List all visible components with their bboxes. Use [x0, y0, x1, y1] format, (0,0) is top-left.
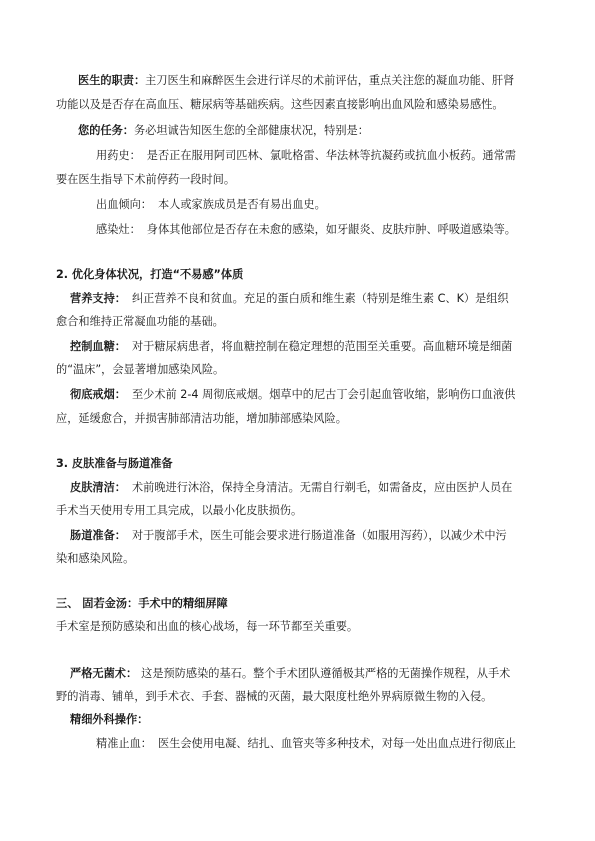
quit-smoking-text-1: 至少术前 2-4 周彻底戒烟。烟草中的尼古丁会引起血管收缩，影响伤口血液供 [131, 388, 516, 401]
asepsis-text-2: 野的消毒、铺单，到手术衣、手套、器械的灭菌，最大限度杜绝外界病原微生物的入侵。 [56, 690, 493, 703]
bowel-prep-text-1: 对于腹部手术，医生可能会要求进行肠道准备（如服用泻药），以减少术中污 [131, 529, 507, 542]
your-task-label: 您的任务： [78, 124, 134, 137]
asepsis-line-2 [56, 688, 542, 705]
section-three-intro: 手术室是预防感染和出血的核心战场，每一环节都至关重要。 [56, 620, 359, 633]
fine-surgery-label: 精细外科操作： [70, 713, 149, 726]
blood-sugar-text-1: 对于糖尿病患者，将血糖控制在稳定理想的范围至关重要。高血糖环境是细菌 [131, 340, 513, 353]
skin-cleaning-line-1 [56, 479, 542, 496]
medication-line-1 [56, 147, 542, 164]
quit-smoking-label: 彻底戒烟： [70, 388, 126, 401]
nutrition-label: 营养支持： [70, 292, 126, 305]
doctor-duty-text-1: 主刀医生和麻醉医生会进行详尽的术前评估，重点关注您的凝血功能、肝肾 [145, 74, 515, 87]
infection-focus-line [56, 221, 542, 238]
skin-cleaning-label: 皮肤清洁： [70, 481, 126, 494]
section-3-heading: 3. 皮肤准备与肠道准备 [56, 457, 173, 470]
bleeding-text: 本人或家族成员是否有易出血史。 [157, 198, 326, 211]
bleeding-label: 出血倾向： [96, 198, 152, 211]
skin-cleaning-text-1: 术前晚进行沐浴，保持全身清洁。无需自行剃毛，如需备皮，应由医护人员在 [131, 481, 513, 494]
asepsis-line-1 [56, 665, 542, 682]
blood-sugar-line-1 [56, 338, 542, 355]
doctor-duty-line-1 [56, 72, 542, 89]
medication-text-2: 要在医生指导下术前停药一段时间。 [56, 173, 236, 186]
quit-smoking-text-2: 应，延缓愈合，并损害肺部清洁功能，增加肺部感染风险。 [56, 412, 347, 425]
hemostasis-text: 医生会使用电凝、结扎、血管夹等多种技术，对每一处出血点进行彻底止 [157, 737, 516, 750]
section-three-heading: 三、 固若金汤：手术中的精细屏障 [56, 597, 228, 610]
your-task-text: 务必坦诚告知医生您的全部健康状况，特别是： [133, 124, 369, 137]
nutrition-text-1: 纠正营养不良和贫血。充足的蛋白质和维生素（特别是维生素 C、K）是组织 [131, 292, 509, 305]
hemostasis-label: 精准止血： [96, 737, 152, 750]
medication-line-2 [56, 171, 542, 188]
hemostasis-line [56, 735, 542, 752]
doctor-duty-label: 医生的职责： [78, 74, 146, 87]
nutrition-line-2 [56, 313, 542, 330]
blood-sugar-label: 控制血糖： [70, 340, 126, 353]
doctor-duty-text-2: 功能以及是否存在高血压、糖尿病等基础疾病。这些因素直接影响出血风险和感染易感性。 [56, 98, 504, 111]
bowel-prep-line-1 [56, 527, 542, 544]
bowel-prep-label: 肠道准备： [70, 529, 126, 542]
quit-smoking-line-1 [56, 386, 542, 403]
asepsis-label: 严格无菌术： [70, 667, 138, 680]
bowel-prep-line-2 [56, 550, 542, 567]
nutrition-text-2: 愈合和维持正常凝血功能的基础。 [56, 315, 224, 328]
your-task-line [56, 122, 542, 139]
blood-sugar-line-2 [56, 361, 542, 378]
skin-cleaning-line-2 [56, 502, 542, 519]
medication-label: 用药史： [96, 149, 141, 162]
infection-focus-text: 身体其他部位是否存在未愈的感染，如牙龈炎、皮肤疖肿、呼吸道感染等。 [146, 223, 516, 236]
asepsis-text-1: 这是预防感染的基石。整个手术团队遵循极其严格的无菌操作规程，从手术 [141, 667, 511, 680]
blood-sugar-text-2: 的“温床”，会显著增加感染风险。 [56, 363, 225, 376]
bowel-prep-text-2: 染和感染风险。 [56, 552, 135, 565]
section-2-heading: 2. 优化身体状况，打造“不易感”体质 [56, 268, 244, 281]
medication-text-1: 是否正在服用阿司匹林、氯吡格雷、华法林等抗凝药或抗血小板药。通常需 [146, 149, 516, 162]
fine-surgery-line [56, 711, 542, 728]
infection-focus-label: 感染灶： [96, 223, 141, 236]
skin-cleaning-text-2: 手术当天使用专用工具完成，以最小化皮肤损伤。 [56, 504, 303, 517]
bleeding-line [56, 196, 542, 213]
quit-smoking-line-2 [56, 410, 542, 427]
doctor-duty-line-2 [56, 96, 542, 113]
nutrition-line-1 [56, 290, 542, 307]
